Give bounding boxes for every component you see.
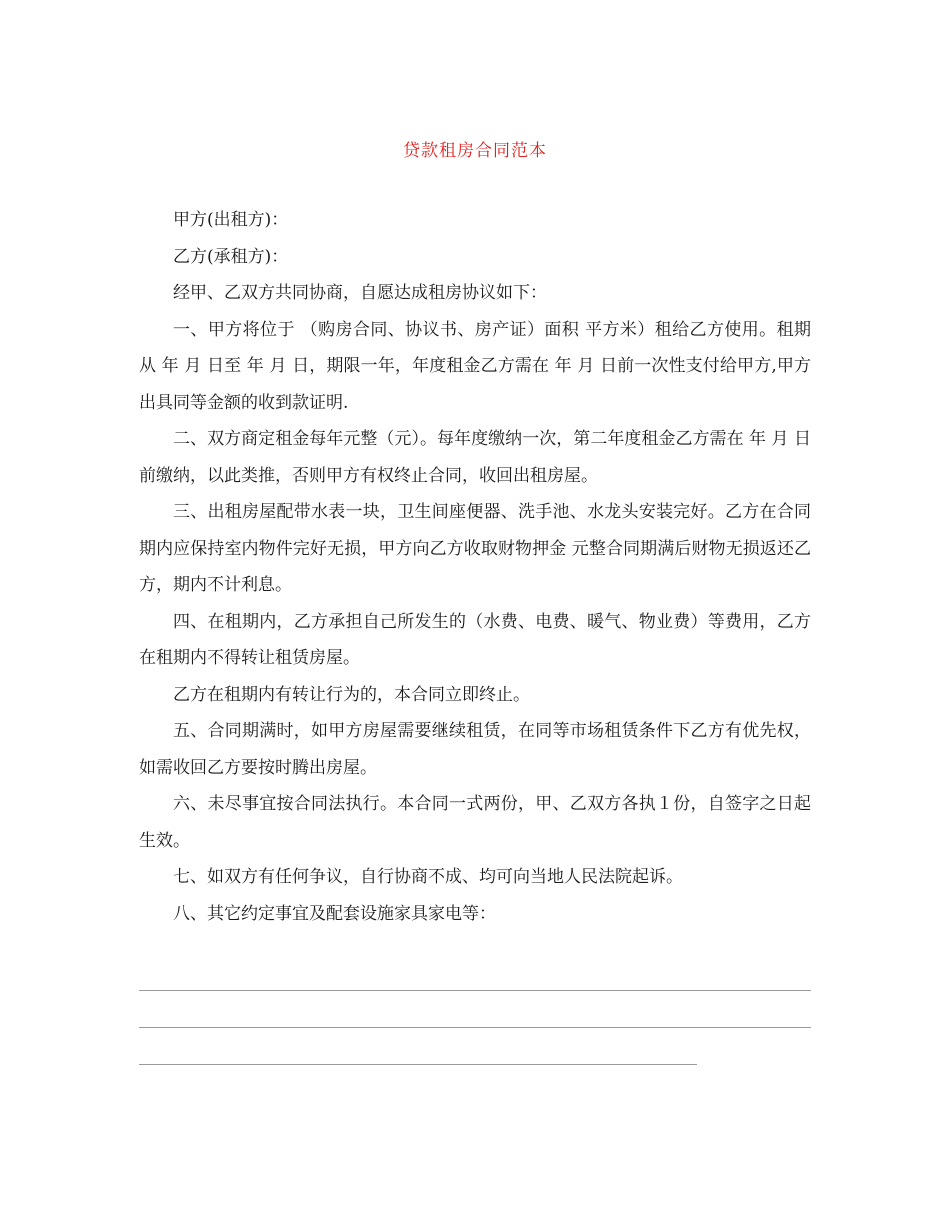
clause-2: 二、双方商定租金每年元整（元）。每年度缴纳一次，第二年度租金乙方需在 年 月 日前缴纳，以此类推，否则甲方有权终止合同，收回出租房屋。 [139, 429, 811, 486]
fill-in-line [139, 990, 811, 991]
document-title: 贷款租房合同范本 [403, 141, 547, 161]
fill-in-lines [139, 990, 811, 1101]
fill-in-line [139, 1064, 697, 1065]
clause-1: 一、甲方将位于 （购房合同、协议书、房产证）面积 平方米）租给乙方使用。租期从 年 月 日至 年 月 日，期限一年，年度租金乙方需在 年 月 日前一次性支付给甲方,甲方出具同等金额的收到款证明. [139, 319, 811, 413]
clause-3: 三、出租房屋配带水表一块，卫生间座便器、洗手池、水龙头安装完好。乙方在合同期内应保持室内物件完好无损，甲方向乙方收取财物押金 元整合同期满后财物无损返还乙方，期内不计利息。 [139, 502, 811, 595]
clause-6: 六、未尽事宜按合同法执行。本合同一式两份，甲、乙双方各执１份，自签字之日起生效。 [139, 794, 811, 851]
clause-8: 八、其它约定事宜及配套设施家具家电等： [173, 903, 496, 924]
party-a-line: 甲方(出租方)： [173, 210, 289, 230]
preamble: 经甲、乙双方共同协商，自愿达成租房协议如下： [173, 283, 547, 303]
clause-4: 四、在租期内，乙方承担自己所发生的（水费、电费、暖气、物业费）等费用，乙方在租期内不得转让租赁房屋。 [139, 611, 811, 668]
fill-in-line [139, 1027, 811, 1028]
clause-7: 七、如双方有任何争议，自行协商不成、均可向当地人民法院起诉。 [173, 867, 683, 887]
party-b-line: 乙方(承租方)： [173, 246, 289, 267]
clause-5: 五、合同期满时，如甲方房屋需要继续租赁，在同等市场租赁条件下乙方有优先权，如需收回乙方要按时腾出房屋。 [139, 721, 811, 778]
clause-4-note: 乙方在租期内有转让行为的，本合同立即终止。 [173, 684, 530, 705]
contract-body [139, 202, 811, 932]
